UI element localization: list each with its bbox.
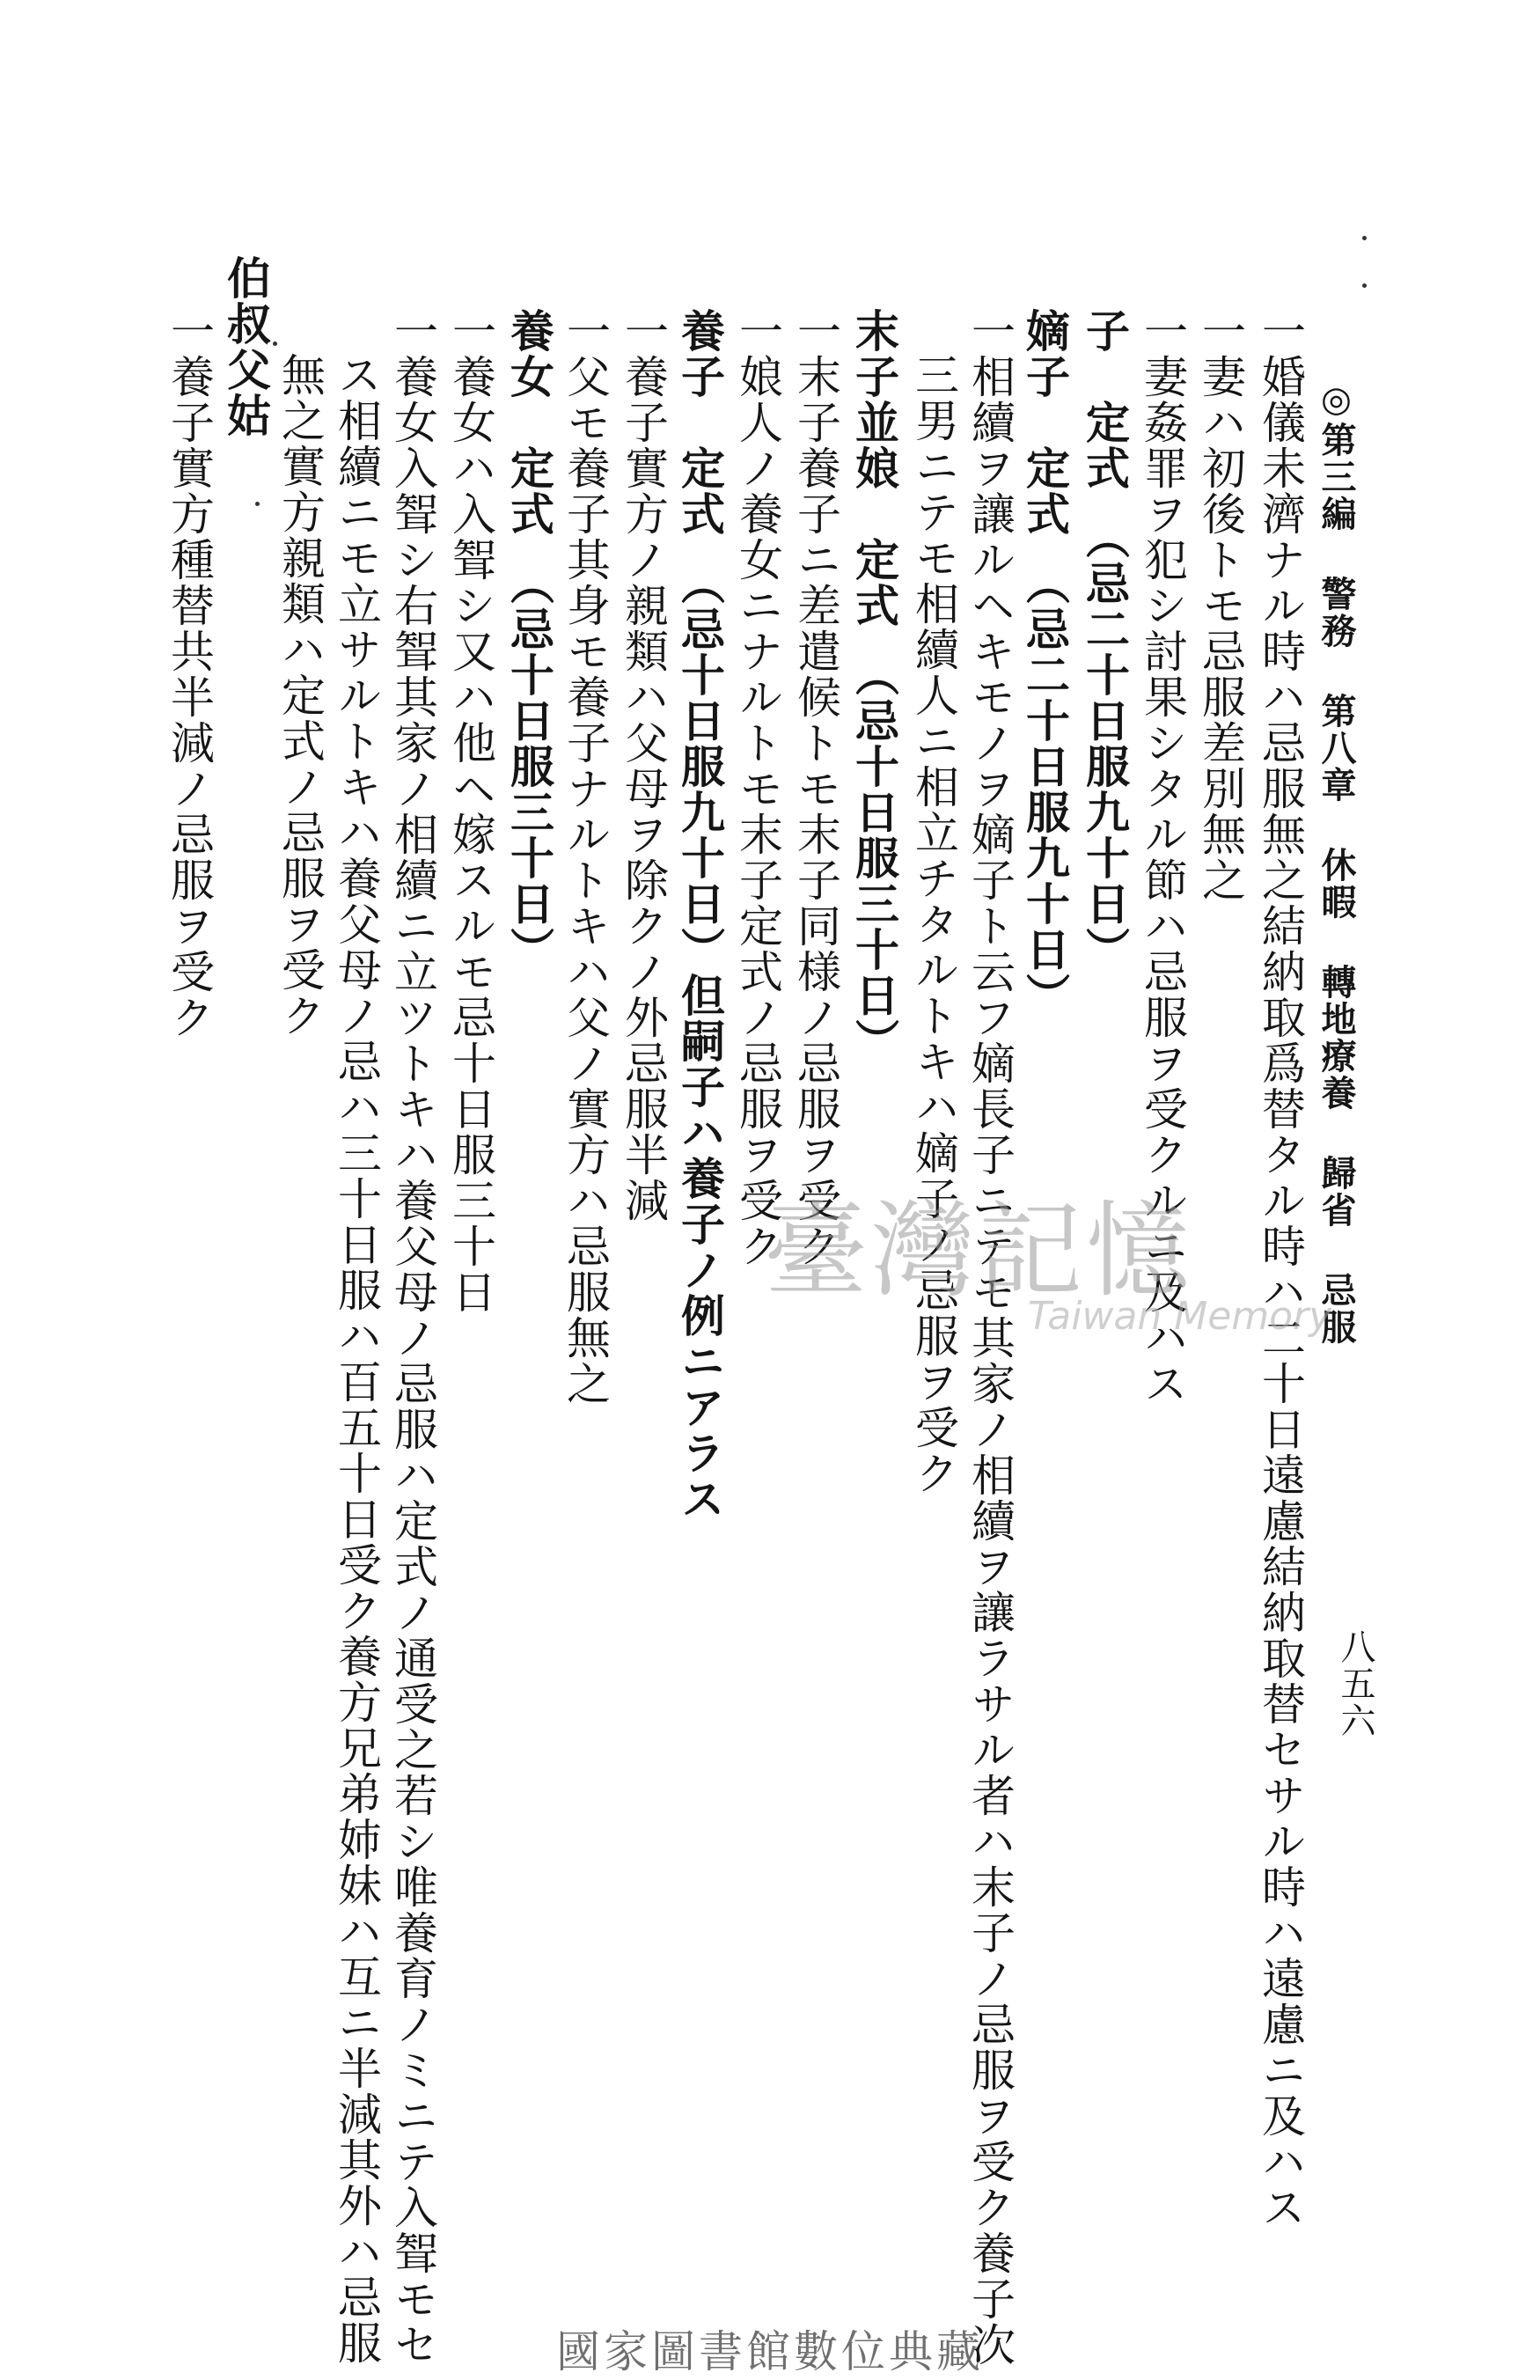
text-column: 一妻姦罪ヲ犯シ討果シタル節ハ忌服ヲ受クルニ及ハス [1137, 308, 1188, 1407]
section-heading: 末子並娘 定式 （忌十日服三十日） [848, 308, 900, 1064]
archive-footer: 國家圖書館數位典藏 [556, 2326, 984, 2377]
text-column: 一妻ハ初後トモ忌服差別無之 [1195, 308, 1246, 903]
watermark-cjk-text: 臺灣記憶 [764, 1190, 1194, 1311]
section-heading: 子 定式 （忌二十日服九十日） [1079, 308, 1131, 973]
scan-speck [1362, 283, 1367, 288]
page-number: 八五六 [1335, 1628, 1375, 1739]
text-column: 一父モ養子其身モ養子ナルトキハ父ノ實方ハ忌服無之 [560, 308, 611, 1407]
text-column: 無之實方親類ハ定式ノ忌服ヲ受ク [275, 352, 326, 1039]
watermark-en-text: Taiwan Memory [1028, 1294, 1332, 1339]
text-column: 一養女ハ入聟シ又ハ他ヘ嫁スルモ忌十日服三十日 [445, 308, 496, 1315]
text-column: 一養女入聟シ右聟其家ノ相續ニ立ツトキハ養父母ノ忌服ハ定式ノ通受之若シ唯養育ノミニテ入聟モセ [387, 308, 438, 2368]
taiwan-memory-watermark [764, 1188, 1332, 1339]
scan-speck [255, 502, 260, 506]
text-column: 一婚儀未濟ナル時ハ忌服無之結納取爲替タル時ハ二十日遠慮結納取替セサル時ハ遠慮ニ及ハス [1255, 308, 1306, 2230]
text-column: ス相續ニモ立サルトキハ養父母ノ忌ハ三十日服ハ百五十日受ク養方兄弟姉妹ハ互ニ半減其外ハ忌服 [331, 352, 382, 2366]
text-column: 一養子實方種替共半減ノ忌服ヲ受ク [164, 308, 215, 1040]
section-heading: 養子 定式 （忌十日服九十日）但嗣子ハ養子ノ例ニアラス [674, 308, 726, 1522]
text-column: 三男ニテモ相續人ニ相立チタルトキハ嫡子ノ忌服ヲ受ク [908, 352, 959, 1496]
scan-speck [273, 342, 277, 346]
text-column: 一養子實方ノ親類ハ父母ヲ除クノ外忌服半減 [618, 308, 669, 1223]
running-header: ◎第三編 警務 第八章 休暇 轉地療養 歸省 忌服 [1316, 378, 1357, 1346]
text-column: 一相續ヲ讓ルヘキモノヲ嫡子ト云フ嫡長子ニテモ其家ノ相續ヲ讓ラサル者ハ末子ノ忌服ヲ受ク養子次 [964, 308, 1016, 2368]
section-heading: 養女 定式 （忌十日服三十日） [503, 308, 555, 973]
text-column: 一末子養子ニ差遣候トモ末子同様ノ忌服ヲ受ク [790, 308, 841, 1269]
section-heading: 伯叔父姑 [220, 255, 272, 438]
section-heading: 嫡子 定式 （忌二十日服九十日） [1019, 308, 1071, 1018]
text-column: 一娘人ノ養女ニナルトモ末子定式ノ忌服ヲ受ク [732, 308, 783, 1269]
scan-speck [1362, 236, 1367, 240]
